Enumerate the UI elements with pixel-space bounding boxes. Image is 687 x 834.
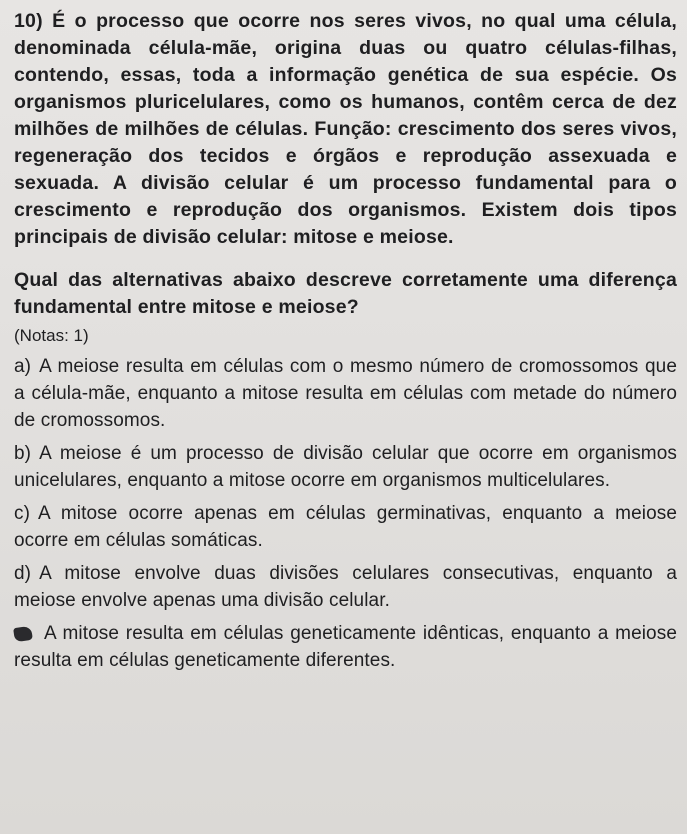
- option-e[interactable]: [14, 620, 677, 674]
- answer-options: [14, 353, 677, 674]
- option-text-d: A mitose envolve duas divisões celulares consecutivas, enquanto a meiose envolve apenas uma divisão celular.: [14, 563, 677, 611]
- question-intro: [14, 8, 677, 251]
- option-letter-c: c): [14, 503, 31, 524]
- option-text-c: A mitose ocorre apenas em células germinativas, enquanto a meiose ocorre em células somáticas.: [14, 503, 677, 551]
- question-notes: (Notas: 1): [14, 326, 89, 345]
- option-text-b: A meiose é um processo de divisão celular que ocorre em organismos unicelulares, enquanto a mitose ocorre em organismos multicelulares.: [14, 443, 677, 491]
- option-b[interactable]: [14, 440, 677, 494]
- option-letter-d: d): [14, 563, 32, 584]
- option-letter-b: b): [14, 443, 32, 464]
- selected-answer-mark-icon: [14, 626, 32, 642]
- option-c[interactable]: [14, 500, 677, 554]
- question-number: 10): [14, 10, 43, 32]
- option-text-a: A meiose resulta em células com o mesmo número de cromossomos que a célula-mãe, enquanto a mitose resulta em células com metade do número de cromossomos.: [14, 356, 677, 431]
- option-text-e: A mitose resulta em células geneticamente idênticas, enquanto a meiose resulta em células geneticamente diferentes.: [14, 623, 677, 671]
- option-letter-a: a): [14, 356, 32, 377]
- option-d[interactable]: [14, 560, 677, 614]
- question-intro-text: É o processo que ocorre nos seres vivos, no qual uma célula, denominada célula-mãe, origina duas ou quatro células-filhas, contendo, essas, toda a informação genética de sua espécie. Os organismos pluricelulares, como os humanos, contêm cerca de dez milhões de milhões de células. Função: crescimento dos seres vivos, regeneração dos tecidos e órgãos e reprodução assexuada e sexuada. A divisão celular é um processo fundamental para o crescimento e reprodução dos organismos. Existem dois tipos principais de divisão celular: mitose e meiose.: [14, 10, 677, 248]
- question-prompt: Qual das alternativas abaixo descreve corretamente uma diferença fundamental entre mitose e meiose?: [14, 269, 677, 318]
- option-a[interactable]: [14, 353, 677, 434]
